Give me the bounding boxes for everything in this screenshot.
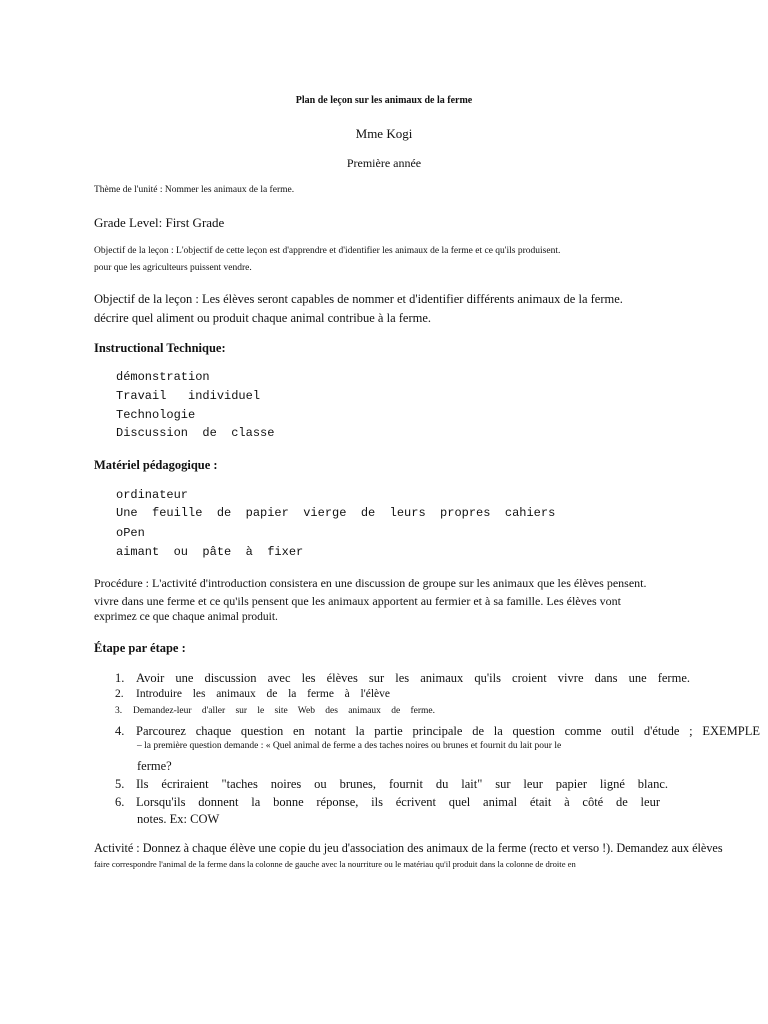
step-number: 2. — [115, 688, 124, 700]
objective-line-1: Objectif de la leçon : Les élèves seront capables de nommer et d'identifier différents animaux de la ferme. — [94, 292, 623, 306]
material-item: ordinateur — [116, 488, 189, 502]
material-item: Une feuille de papier vierge de leurs propres cahiers — [116, 506, 556, 520]
step-subtext: ferme? — [137, 759, 172, 773]
instructional-item: démonstration — [116, 370, 210, 384]
document-title: Plan de leçon sur les animaux de la ferme — [295, 95, 473, 106]
step-number: 6. — [115, 795, 125, 809]
step-number: 1. — [115, 671, 125, 685]
step-subtext: notes. Ex: COW — [137, 812, 220, 826]
procedure-line-2: vivre dans une ferme et ce qu'ils pensent que les animaux apportent au fermier et à sa famille. Les élèves vont — [94, 594, 621, 608]
step-text: Avoir une discussion avec les élèves sur les animaux qu'ils croient vivre dans une ferme. — [136, 671, 690, 685]
unit-theme: Thème de l'unité : Nommer les animaux de la ferme. — [94, 185, 295, 195]
objective-small-line-1: Objectif de la leçon : L'objectif de cette leçon est d'apprendre et d'identifier les animaux de la ferme et ce qu'ils produisent. — [94, 246, 561, 256]
procedure-line-3: exprimez ce que chaque animal produit. — [94, 611, 278, 623]
activity-line-1: Activité : Donnez à chaque élève une copie du jeu d'association des animaux de la ferme (recto et verso !). Demandez aux élèves — [94, 841, 723, 855]
step-subtext: – la première question demande : « Quel animal de ferme a des taches noires ou brunes et fournit du lait pour le — [137, 741, 562, 751]
material-item: oPen — [116, 526, 145, 540]
instructional-item: Technologie — [116, 408, 196, 422]
material-item: aimant ou pâte à fixer — [116, 545, 304, 559]
step-number: 4. — [115, 724, 125, 738]
step-text: Demandez-leur d'aller sur le site Web des animaux de ferme. — [133, 706, 435, 716]
objective-line-2: décrire quel aliment ou produit chaque animal contribue à la ferme. — [94, 311, 432, 325]
procedure-line-1: Procédure : L'activité d'introduction consistera en une discussion de groupe sur les animaux que les élèves pensent. — [94, 576, 647, 590]
grade-label: Première année — [346, 156, 422, 170]
teacher-name: Mme Kogi — [355, 126, 413, 141]
step-text: Parcourez chaque question en notant la partie principale de la question comme outil d'étude ; EXEMPLE — [136, 724, 760, 738]
objective-small-line-2: pour que les agriculteurs puissent vendre. — [94, 263, 252, 273]
step-number: 5. — [115, 777, 125, 791]
step-number: 3. — [115, 706, 123, 716]
materials-heading: Matériel pédagogique : — [94, 458, 218, 472]
instructional-item: Discussion de classe — [116, 426, 275, 440]
instructional-heading: Instructional Technique: — [94, 341, 226, 355]
step-text: Introduire les animaux de la ferme à l'élève — [136, 688, 390, 700]
step-text: Lorsqu'ils donnent la bonne réponse, ils écrivent quel animal était à côté de leur — [136, 795, 660, 809]
instructional-item: Travail individuel — [116, 389, 261, 403]
step-text: Ils écriraient "taches noires ou brunes, fournit du lait" sur leur papier ligné blanc. — [136, 777, 668, 791]
steps-heading: Étape par étape : — [94, 641, 186, 655]
activity-line-2: faire correspondre l'animal de la ferme dans la colonne de gauche avec la nourriture ou le matériau qu'il produit dans la colonne de droite en — [94, 859, 576, 869]
grade-level: Grade Level: First Grade — [94, 215, 225, 230]
